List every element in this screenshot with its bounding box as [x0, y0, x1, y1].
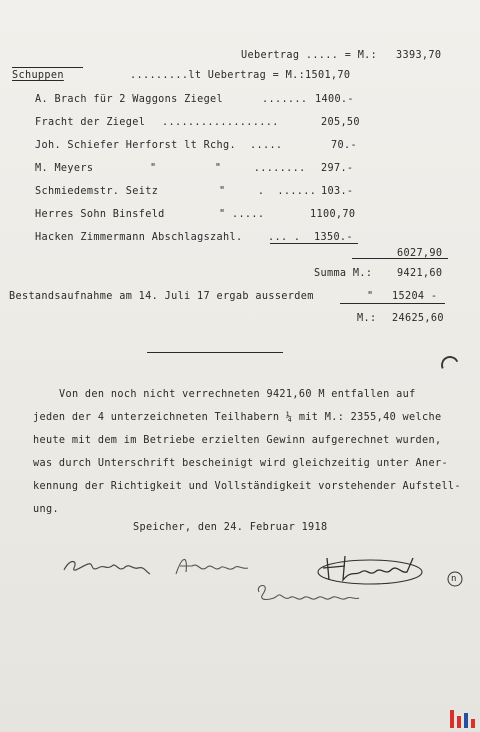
entry-dots: " " ........: [150, 163, 306, 174]
signature-1: [60, 548, 156, 582]
paragraph-line: heute mit dem im Betriebe erzielten Gewinn aufgerechnet wurden,: [33, 435, 442, 446]
summa-amount: 9421,60: [397, 268, 443, 279]
section-carry-label: .........lt Uebertrag = M.:: [130, 70, 306, 81]
summa-label: Summa M.:: [314, 268, 373, 279]
entry-text: Herres Sohn Binsfeld: [35, 209, 165, 220]
entry-amount: 1100,70: [310, 209, 356, 220]
entry-dots: .......: [262, 94, 308, 105]
inventory-marks: ": [367, 291, 374, 302]
entry-amount: 1400.-: [315, 94, 354, 105]
entry-text: Fracht der Ziegel: [35, 117, 146, 128]
section-carry-amount: 1501,70: [305, 70, 351, 81]
entry-amount: 103.-: [321, 186, 354, 197]
entry-text: A. Brach für 2 Waggons Ziegel: [35, 94, 224, 105]
inventory-amount: 15204 -: [392, 291, 438, 302]
subtotal-amount: 6027,90: [397, 248, 443, 259]
margin-mark: n: [451, 574, 457, 584]
signature-2: [172, 550, 252, 580]
inventory-text: Bestandsaufnahme am 14. Juli 17 ergab ausserdem: [9, 291, 314, 302]
paragraph-line: ung.: [33, 504, 59, 515]
paragraph-line: was durch Unterschrift bescheinigt wird gleichzeitig unter Aner-: [33, 458, 448, 469]
entry-amount: 1350.-: [314, 232, 353, 243]
paragraph-line: jeden der 4 unterzeichneten Teilhabern ¼ mit M.: 2355,40 welche: [33, 412, 442, 423]
entry-amount: 70.-: [331, 140, 357, 151]
paragraph-line: kennung der Richtigkeit und Vollständigkeit vorstehender Aufstell-: [33, 481, 461, 492]
total-label: M.:: [357, 313, 377, 324]
archive-logo-icon: [448, 706, 478, 730]
total-amount: 24625,60: [392, 313, 444, 324]
place-date: Speicher, den 24. Februar 1918: [133, 522, 328, 533]
inventory-rule: [340, 303, 445, 304]
carry-over-label: Uebertrag ..... = M.:: [241, 50, 378, 61]
signature-4: [253, 580, 363, 610]
underline-rule: [270, 243, 358, 244]
section-title: Schuppen: [12, 70, 64, 81]
section-rule-top: [12, 67, 83, 68]
entry-text: M. Meyers: [35, 163, 94, 174]
entry-dots: .....: [250, 140, 283, 151]
entry-text: Joh. Schiefer Herforst lt Rchg.: [35, 140, 236, 151]
entry-dots: ..................: [162, 117, 279, 128]
entry-text: Hacken Zimmermann Abschlagszahl.: [35, 232, 243, 243]
carry-over-amount: 3393,70: [396, 50, 442, 61]
paragraph-line: Von den noch nicht verrechneten 9421,60 M entfallen auf: [59, 389, 416, 400]
separator-rule: [147, 352, 283, 353]
punch-mark: [438, 353, 461, 376]
entry-dots: " .....: [219, 209, 265, 220]
entry-text: Schmiedemstr. Seitz: [35, 186, 159, 197]
entry-amount: 297.-: [321, 163, 354, 174]
entry-dots: ... .: [268, 232, 301, 243]
entry-dots: " . ......: [219, 186, 317, 197]
entry-amount: 205,50: [321, 117, 360, 128]
